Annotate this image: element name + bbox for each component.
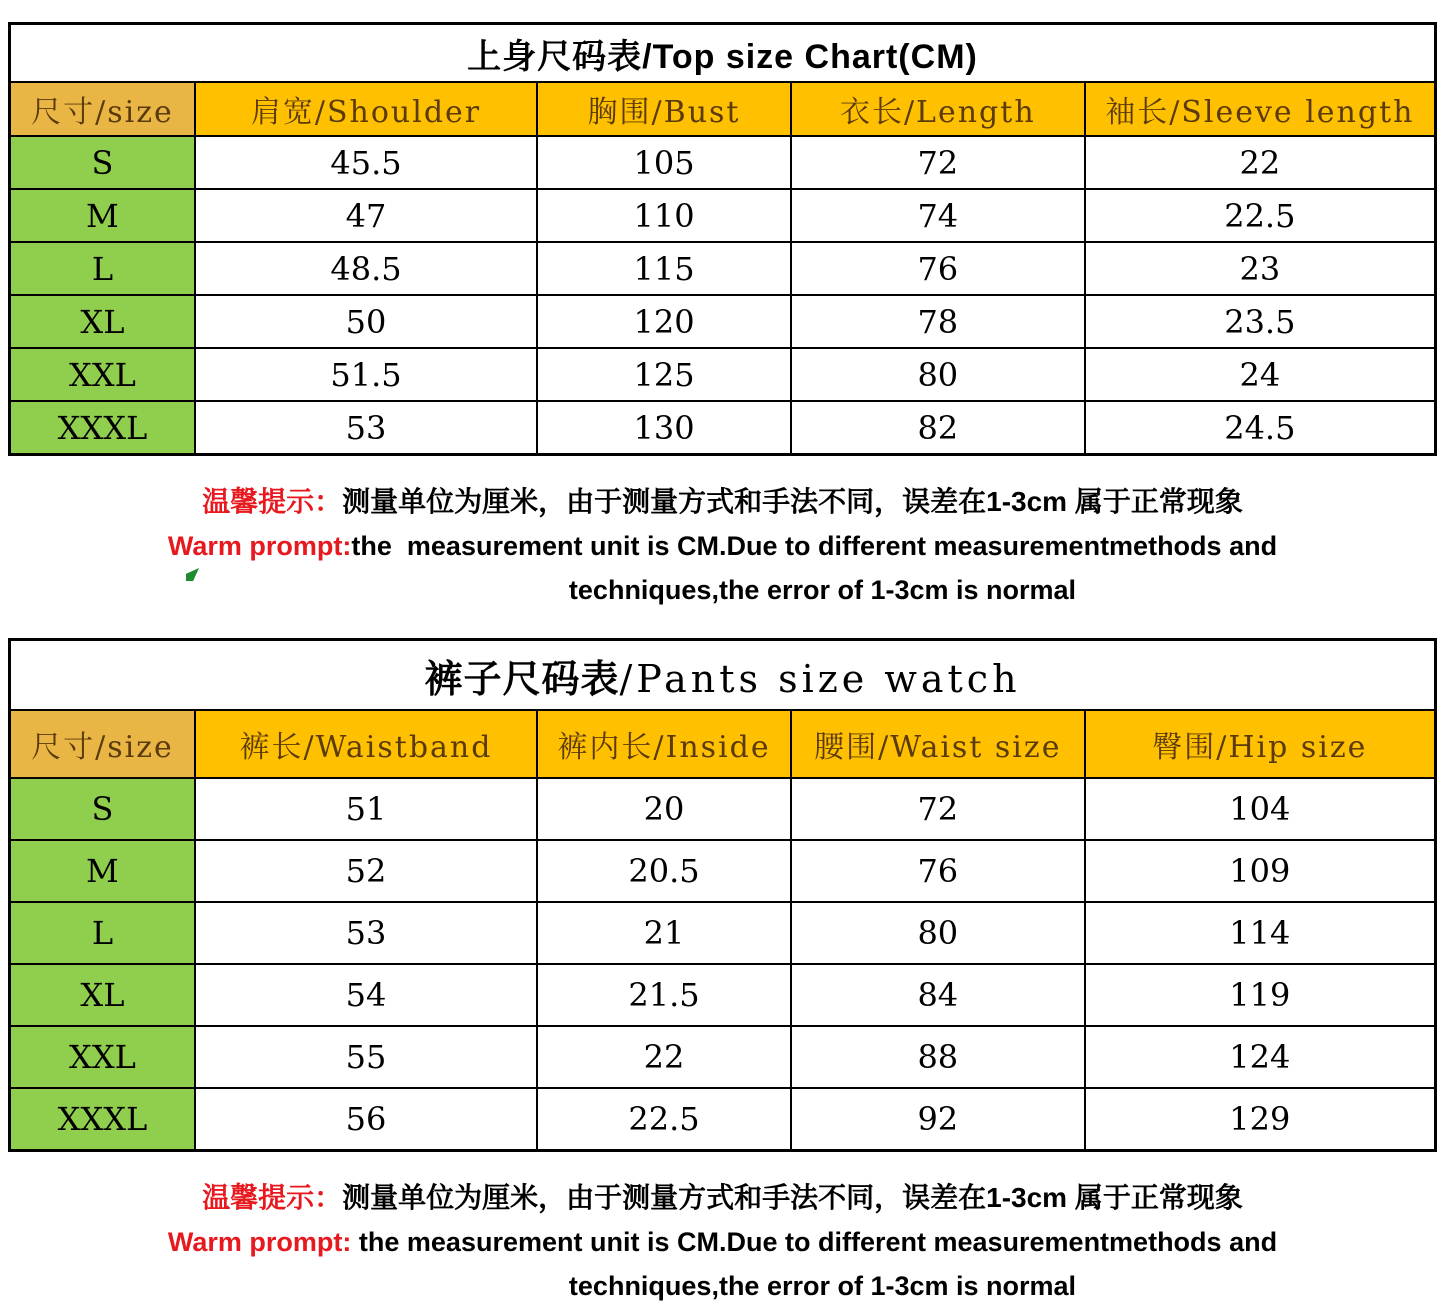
table-row — [10, 902, 1436, 964]
value-cell: 119 — [1085, 964, 1436, 1026]
value-cell: 22 — [1085, 136, 1436, 189]
size-cell: XXXL — [10, 401, 195, 455]
value-cell: 21.5 — [537, 964, 791, 1026]
table-row — [10, 136, 1436, 189]
note-line-zh — [0, 1176, 1445, 1220]
value-cell: 55 — [195, 1026, 537, 1088]
column-header-bust: 胸围/Bust — [537, 82, 791, 136]
size-cell: S — [10, 778, 195, 840]
column-header-size: 尺寸/size — [10, 82, 195, 136]
value-cell: 120 — [537, 295, 791, 348]
value-cell: 47 — [195, 189, 537, 242]
value-cell: 23.5 — [1085, 295, 1436, 348]
note-label-en: Warm prompt: — [167, 531, 352, 561]
value-cell: 115 — [537, 242, 791, 295]
value-cell: 76 — [791, 242, 1085, 295]
column-header-inside: 裤内长/Inside — [537, 710, 791, 778]
size-cell: L — [10, 242, 195, 295]
size-cell: XL — [10, 295, 195, 348]
value-cell: 125 — [537, 348, 791, 401]
column-header-size: 尺寸/size — [10, 710, 195, 778]
note-line-en2: techniques,the error of 1-3cm is normal — [568, 1271, 1077, 1301]
note-line-zh — [0, 480, 1445, 524]
value-cell: 51.5 — [195, 348, 537, 401]
value-cell: 53 — [195, 902, 537, 964]
value-cell: 52 — [195, 840, 537, 902]
pants-size-table — [8, 638, 1437, 1152]
value-cell: 45.5 — [195, 136, 537, 189]
top-table-header-row — [10, 82, 1436, 136]
value-cell: 80 — [791, 348, 1085, 401]
top-table-title-zh: 上身尺码表 — [467, 37, 643, 76]
value-cell: 104 — [1085, 778, 1436, 840]
pants-table-title-row — [10, 640, 1436, 711]
size-cell: S — [10, 136, 195, 189]
note-label-zh: 温馨提示： — [202, 1182, 343, 1213]
top-size-table — [8, 22, 1437, 456]
value-cell: 56 — [195, 1088, 537, 1151]
value-cell: 130 — [537, 401, 791, 455]
note-label-en: Warm prompt: — [167, 1227, 359, 1257]
pants-table-title-en: /Pants size watch — [619, 656, 1021, 701]
note-line-en — [0, 1220, 1445, 1264]
value-cell: 53 — [195, 401, 537, 455]
value-cell: 20.5 — [537, 840, 791, 902]
value-cell: 24 — [1085, 348, 1436, 401]
value-cell: 80 — [791, 902, 1085, 964]
table-row — [10, 242, 1436, 295]
value-cell: 22.5 — [537, 1088, 791, 1151]
table-row — [10, 964, 1436, 1026]
value-cell: 50 — [195, 295, 537, 348]
top-table-title-row — [10, 24, 1436, 83]
top-table-title — [10, 24, 1436, 83]
note-text-zh: 测量单位为厘米，由于测量方式和手法不同，误差在1-3cm 属于正常现象 — [342, 1182, 1243, 1213]
value-cell: 51 — [195, 778, 537, 840]
note-text-en: the measurement unit is CM.Due to different measurementmethods and — [358, 1227, 1278, 1257]
size-cell: XXXL — [10, 1088, 195, 1151]
column-header-length: 衣长/Length — [791, 82, 1085, 136]
column-header-sleeve: 袖长/Sleeve length — [1085, 82, 1436, 136]
table-row — [10, 778, 1436, 840]
value-cell: 129 — [1085, 1088, 1436, 1151]
value-cell: 114 — [1085, 902, 1436, 964]
value-cell: 21 — [537, 902, 791, 964]
note-text-zh: 测量单位为厘米，由于测量方式和手法不同，误差在1-3cm 属于正常现象 — [342, 486, 1243, 517]
value-cell: 92 — [791, 1088, 1085, 1151]
table-row — [10, 1026, 1436, 1088]
value-cell: 82 — [791, 401, 1085, 455]
value-cell: 48.5 — [195, 242, 537, 295]
table-row — [10, 840, 1436, 902]
table-row — [10, 401, 1436, 455]
size-cell: XL — [10, 964, 195, 1026]
pants-table-title-zh: 裤子尺码表 — [424, 658, 620, 701]
value-cell: 22 — [537, 1026, 791, 1088]
value-cell: 78 — [791, 295, 1085, 348]
value-cell: 76 — [791, 840, 1085, 902]
value-cell: 20 — [537, 778, 791, 840]
value-cell: 23 — [1085, 242, 1436, 295]
table-row — [10, 1088, 1436, 1151]
table-row — [10, 348, 1436, 401]
note-line-en2: techniques,the error of 1-3cm is normal — [568, 575, 1077, 605]
pants-table-title — [10, 640, 1436, 711]
size-cell: M — [10, 189, 195, 242]
note-text-en: the measurement unit is CM.Due to different measurementmethods and — [351, 531, 1278, 561]
column-header-hip-size: 臀围/Hip size — [1085, 710, 1436, 778]
value-cell: 72 — [791, 778, 1085, 840]
value-cell: 54 — [195, 964, 537, 1026]
top-warm-prompt-note — [0, 480, 1445, 612]
top-table-title-en: /Top size Chart(CM) — [642, 37, 978, 76]
table-row — [10, 189, 1436, 242]
value-cell: 109 — [1085, 840, 1436, 902]
size-cell: L — [10, 902, 195, 964]
value-cell: 74 — [791, 189, 1085, 242]
value-cell: 22.5 — [1085, 189, 1436, 242]
column-header-waistband: 裤长/Waistband — [195, 710, 537, 778]
value-cell: 124 — [1085, 1026, 1436, 1088]
value-cell: 72 — [791, 136, 1085, 189]
table-row — [10, 295, 1436, 348]
pants-table-header-row — [10, 710, 1436, 778]
value-cell: 110 — [537, 189, 791, 242]
note-label-zh: 温馨提示： — [202, 486, 343, 517]
column-header-waist-size: 腰围/Waist size — [791, 710, 1085, 778]
value-cell: 88 — [791, 1026, 1085, 1088]
bottom-warm-prompt-note — [0, 1176, 1445, 1308]
note-line-en — [0, 524, 1445, 568]
value-cell: 105 — [537, 136, 791, 189]
size-cell: M — [10, 840, 195, 902]
value-cell: 24.5 — [1085, 401, 1436, 455]
size-cell: XXL — [10, 348, 195, 401]
column-header-shoulder: 肩宽/Shoulder — [195, 82, 537, 136]
size-cell: XXL — [10, 1026, 195, 1088]
value-cell: 84 — [791, 964, 1085, 1026]
